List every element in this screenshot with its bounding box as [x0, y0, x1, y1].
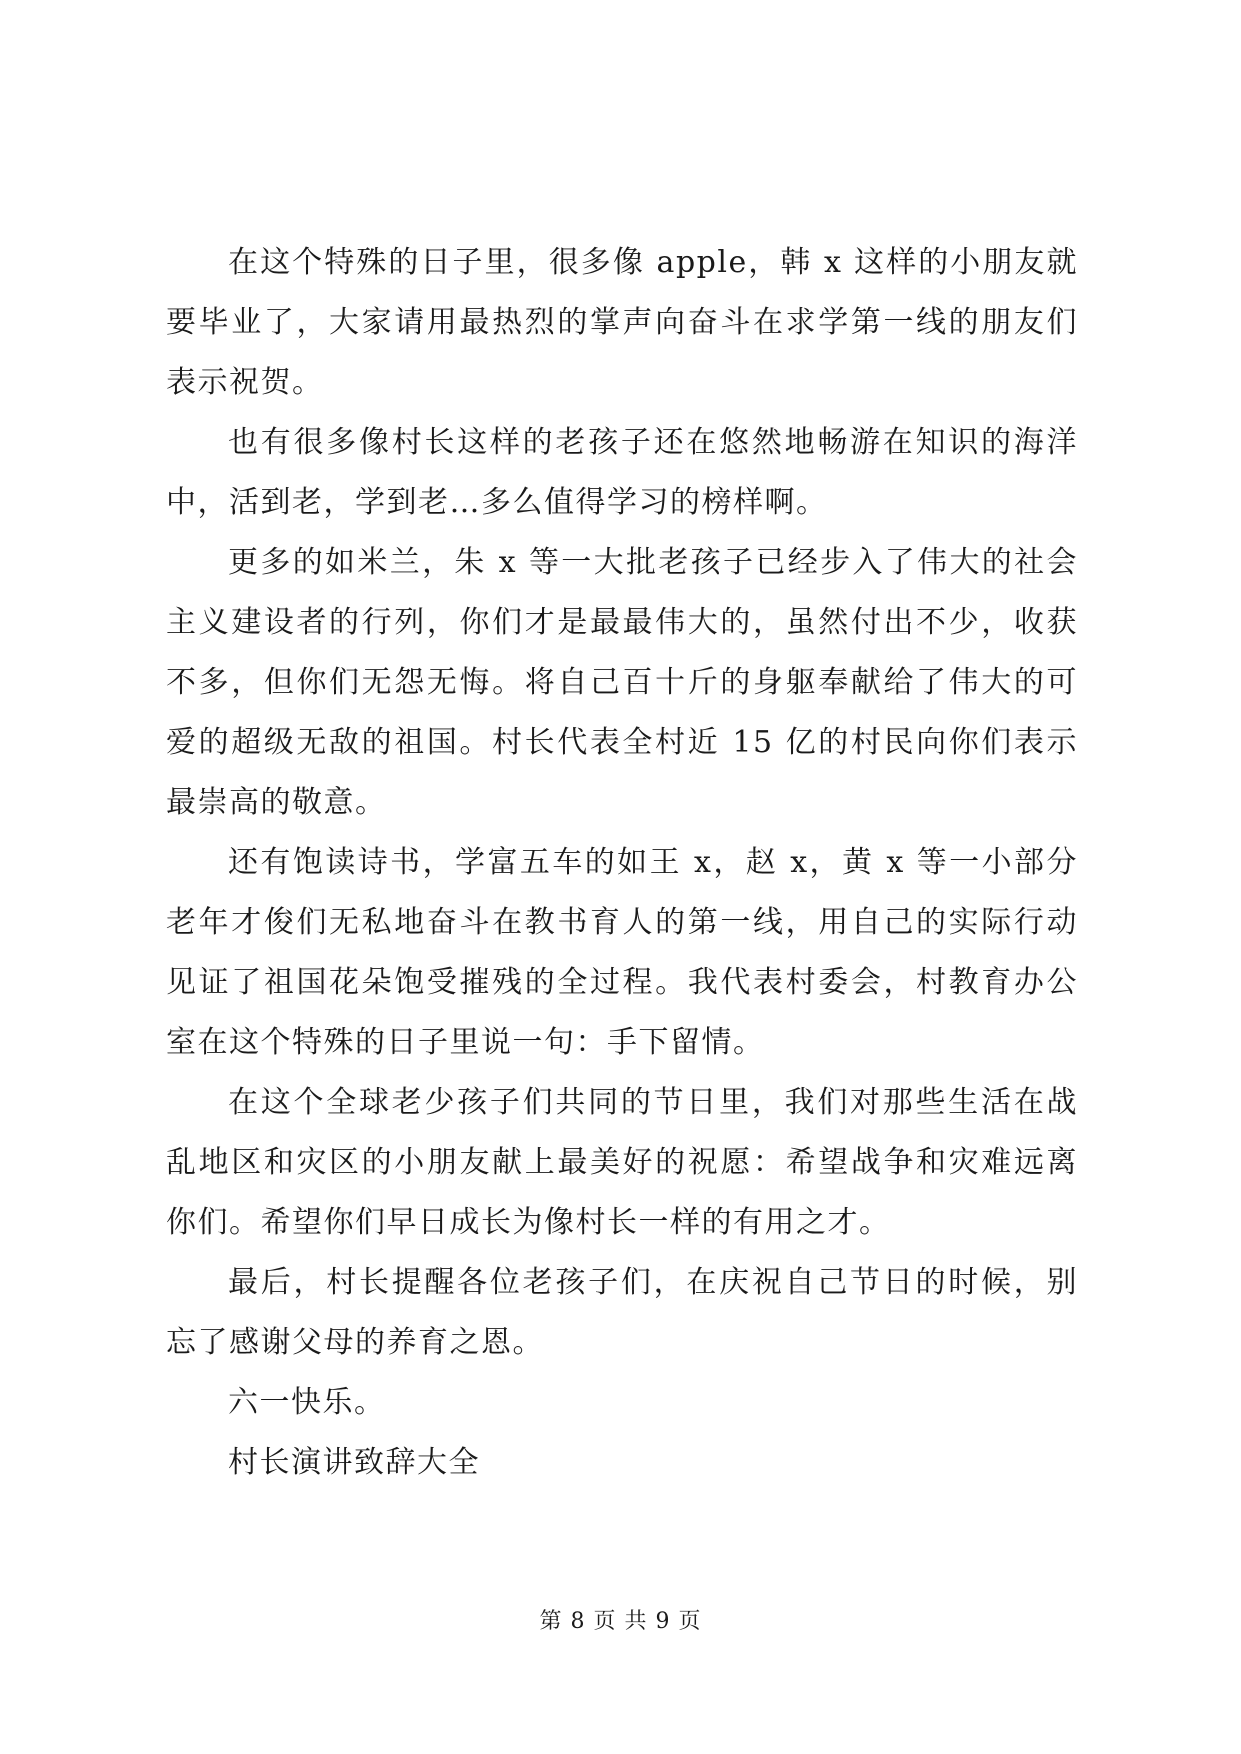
paragraph: 也有很多像村长这样的老孩子还在悠然地畅游在知识的海洋中，活到老，学到老…多么值得学习的榜样啊。: [166, 425, 1078, 520]
paragraph: 最后，村长提醒各位老孩子们，在庆祝自己节日的时候，别忘了感谢父母的养育之恩。: [166, 1265, 1078, 1360]
document-title-line: 村长演讲致辞大全: [228, 1445, 480, 1480]
paragraph: 六一快乐。: [228, 1385, 386, 1420]
paragraph: 更多的如米兰，朱 x 等一大批老孩子已经步入了伟大的社会主义建设者的行列，你们才是最最伟大的，虽然付出不少，收获不多，但你们无怨无悔。将自己百十斤的身躯奉献给了伟大的可爱的超级无敌的祖国。村长代表全村近 15 亿的村民向你们表示最崇高的敬意。: [166, 545, 1078, 820]
paragraph: 在这个全球老少孩子们共同的节日里，我们对那些生活在战乱地区和灾区的小朋友献上最美好的祝愿：希望战争和灾难远离你们。希望你们早日成长为像村长一样的有用之才。: [166, 1085, 1078, 1240]
document-body: [166, 233, 1078, 1493]
paragraph: 还有饱读诗书，学富五车的如王 x，赵 x，黄 x 等一小部分老年才俊们无私地奋斗在教书育人的第一线，用自己的实际行动见证了祖国花朵饱受摧残的全过程。我代表村委会，村教育办公室在这个特殊的日子里说一句：手下留情。: [166, 845, 1078, 1060]
page-footer: 第 8 页 共 9 页: [539, 1609, 702, 1634]
paragraph: 在这个特殊的日子里，很多像 apple，韩 x 这样的小朋友就要毕业了，大家请用最热烈的掌声向奋斗在求学第一线的朋友们表示祝贺。: [166, 245, 1078, 400]
